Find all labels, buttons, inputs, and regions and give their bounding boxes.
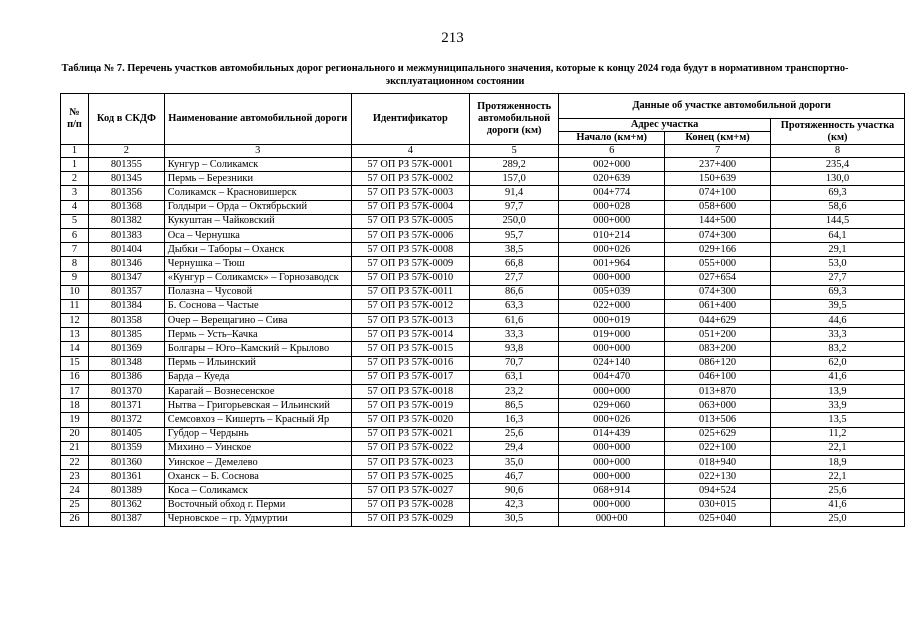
section-end: 061+400 — [665, 299, 771, 313]
road-length: 157,0 — [470, 172, 559, 186]
road-identifier: 57 ОП РЗ 57К-0027 — [351, 484, 469, 498]
road-identifier: 57 ОП РЗ 57К-0028 — [351, 498, 469, 512]
section-start: 000+000 — [559, 385, 665, 399]
road-name: Восточный обход г. Перми — [164, 498, 351, 512]
section-length: 130,0 — [771, 172, 905, 186]
road-name: Пермь – Березники — [164, 172, 351, 186]
road-length: 93,8 — [470, 342, 559, 356]
section-end: 025+040 — [665, 512, 771, 526]
section-end: 086+120 — [665, 356, 771, 370]
road-length: 95,7 — [470, 228, 559, 242]
section-end: 237+400 — [665, 158, 771, 172]
road-name: Губдор – Чердынь — [164, 427, 351, 441]
road-name: Пермь – Усть–Качка — [164, 328, 351, 342]
column-number: 1 — [61, 145, 89, 158]
section-length: 144,5 — [771, 214, 905, 228]
skdf-code: 801385 — [89, 328, 165, 342]
section-start: 014+439 — [559, 427, 665, 441]
skdf-code: 801356 — [89, 186, 165, 200]
table-row — [61, 214, 905, 228]
table-row — [61, 441, 905, 455]
section-length: 27,7 — [771, 271, 905, 285]
skdf-code: 801355 — [89, 158, 165, 172]
section-length: 83,2 — [771, 342, 905, 356]
section-length: 235,4 — [771, 158, 905, 172]
row-number: 20 — [61, 427, 89, 441]
row-number: 24 — [61, 484, 89, 498]
road-identifier: 57 ОП РЗ 57К-0029 — [351, 512, 469, 526]
section-length: 33,9 — [771, 399, 905, 413]
header-code: Код в СКДФ — [89, 94, 165, 145]
road-length: 29,4 — [470, 441, 559, 455]
road-length: 86,6 — [470, 285, 559, 299]
section-end: 025+629 — [665, 427, 771, 441]
road-identifier: 57 ОП РЗ 57К-0019 — [351, 399, 469, 413]
section-end: 018+940 — [665, 455, 771, 469]
table-row — [61, 470, 905, 484]
road-length: 70,7 — [470, 356, 559, 370]
row-number: 9 — [61, 271, 89, 285]
skdf-code: 801382 — [89, 214, 165, 228]
section-end: 150+639 — [665, 172, 771, 186]
section-start: 000+026 — [559, 413, 665, 427]
skdf-code: 801368 — [89, 200, 165, 214]
road-length: 250,0 — [470, 214, 559, 228]
section-start: 000+028 — [559, 200, 665, 214]
table-row — [61, 512, 905, 526]
row-number: 10 — [61, 285, 89, 299]
row-number: 1 — [61, 158, 89, 172]
skdf-code: 801405 — [89, 427, 165, 441]
road-identifier: 57 ОП РЗ 57К-0025 — [351, 470, 469, 484]
skdf-code: 801386 — [89, 370, 165, 384]
table-row — [61, 271, 905, 285]
row-number: 4 — [61, 200, 89, 214]
table-row — [61, 158, 905, 172]
section-start: 004+470 — [559, 370, 665, 384]
road-identifier: 57 ОП РЗ 57К-0008 — [351, 243, 469, 257]
table-row — [61, 314, 905, 328]
row-number: 12 — [61, 314, 89, 328]
section-end: 055+000 — [665, 257, 771, 271]
row-number: 15 — [61, 356, 89, 370]
road-length: 61,6 — [470, 314, 559, 328]
section-end: 063+000 — [665, 399, 771, 413]
section-start: 004+774 — [559, 186, 665, 200]
row-number: 23 — [61, 470, 89, 484]
row-number: 16 — [61, 370, 89, 384]
road-identifier: 57 ОП РЗ 57К-0022 — [351, 441, 469, 455]
row-number: 2 — [61, 172, 89, 186]
section-end: 022+130 — [665, 470, 771, 484]
table-row — [61, 484, 905, 498]
skdf-code: 801348 — [89, 356, 165, 370]
column-number: 4 — [351, 145, 469, 158]
road-name: Очер – Верещагино – Сива — [164, 314, 351, 328]
road-length: 23,2 — [470, 385, 559, 399]
road-length: 97,7 — [470, 200, 559, 214]
road-identifier: 57 ОП РЗ 57К-0018 — [351, 385, 469, 399]
section-length: 22,1 — [771, 441, 905, 455]
road-name: Кунгур – Соликамск — [164, 158, 351, 172]
section-length: 25,0 — [771, 512, 905, 526]
road-name: Пермь – Ильинский — [164, 356, 351, 370]
column-number-row — [61, 145, 905, 158]
page-number: 213 — [441, 30, 464, 46]
section-length: 62,0 — [771, 356, 905, 370]
section-length: 44,6 — [771, 314, 905, 328]
section-start: 020+639 — [559, 172, 665, 186]
road-identifier: 57 ОП РЗ 57К-0011 — [351, 285, 469, 299]
section-end: 013+506 — [665, 413, 771, 427]
road-name: Карагай – Вознесенское — [164, 385, 351, 399]
row-number: 21 — [61, 441, 89, 455]
roads-table — [60, 93, 905, 527]
section-start: 029+060 — [559, 399, 665, 413]
row-number: 22 — [61, 455, 89, 469]
section-end: 046+100 — [665, 370, 771, 384]
section-start: 002+000 — [559, 158, 665, 172]
section-start: 024+140 — [559, 356, 665, 370]
skdf-code: 801383 — [89, 228, 165, 242]
road-length: 30,5 — [470, 512, 559, 526]
section-start: 022+000 — [559, 299, 665, 313]
section-end: 074+100 — [665, 186, 771, 200]
section-start: 000+000 — [559, 342, 665, 356]
section-end: 030+015 — [665, 498, 771, 512]
table-row — [61, 356, 905, 370]
road-length: 38,5 — [470, 243, 559, 257]
road-identifier: 57 ОП РЗ 57К-0002 — [351, 172, 469, 186]
section-length: 41,6 — [771, 370, 905, 384]
road-name: Черновское – гр. Удмуртии — [164, 512, 351, 526]
row-number: 11 — [61, 299, 89, 313]
road-identifier: 57 ОП РЗ 57К-0012 — [351, 299, 469, 313]
header-length: Протяженность автомобильной дороги (км) — [470, 94, 559, 145]
table-row — [61, 257, 905, 271]
section-start: 001+964 — [559, 257, 665, 271]
road-length: 46,7 — [470, 470, 559, 484]
table-row — [61, 172, 905, 186]
section-start: 005+039 — [559, 285, 665, 299]
road-identifier: 57 ОП РЗ 57К-0023 — [351, 455, 469, 469]
skdf-code: 801372 — [89, 413, 165, 427]
road-length: 86,5 — [470, 399, 559, 413]
header-name: Наименование автомобильной дороги — [164, 94, 351, 145]
table-row — [61, 370, 905, 384]
road-name: «Кунгур – Соликамск» – Горнозаводск — [164, 271, 351, 285]
road-identifier: 57 ОП РЗ 57К-0003 — [351, 186, 469, 200]
row-number: 14 — [61, 342, 89, 356]
road-name: Оса – Чернушка — [164, 228, 351, 242]
header-section-length: Протяженность участка (км) — [771, 119, 905, 145]
road-identifier: 57 ОП РЗ 57К-0020 — [351, 413, 469, 427]
table-row — [61, 299, 905, 313]
road-length: 42,3 — [470, 498, 559, 512]
header-num: № п/п — [61, 94, 89, 145]
table-row — [61, 413, 905, 427]
header-identifier: Идентификатор — [351, 94, 469, 145]
column-number: 3 — [164, 145, 351, 158]
skdf-code: 801345 — [89, 172, 165, 186]
table-row — [61, 200, 905, 214]
road-name: Кукуштан – Чайковский — [164, 214, 351, 228]
section-start: 000+000 — [559, 470, 665, 484]
road-identifier: 57 ОП РЗ 57К-0006 — [351, 228, 469, 242]
skdf-code: 801362 — [89, 498, 165, 512]
column-number: 5 — [470, 145, 559, 158]
section-start: 019+000 — [559, 328, 665, 342]
column-number: 8 — [771, 145, 905, 158]
section-end: 029+166 — [665, 243, 771, 257]
table-row — [61, 186, 905, 200]
section-start: 010+214 — [559, 228, 665, 242]
road-name: Б. Соснова – Частые — [164, 299, 351, 313]
section-end: 022+100 — [665, 441, 771, 455]
header-start: Начало (км+м) — [559, 132, 665, 145]
skdf-code: 801384 — [89, 299, 165, 313]
table-row — [61, 455, 905, 469]
section-end: 144+500 — [665, 214, 771, 228]
road-length: 27,7 — [470, 271, 559, 285]
column-number: 7 — [665, 145, 771, 158]
section-length: 41,6 — [771, 498, 905, 512]
skdf-code: 801369 — [89, 342, 165, 356]
section-length: 53,0 — [771, 257, 905, 271]
road-identifier: 57 ОП РЗ 57К-0015 — [351, 342, 469, 356]
road-name: Коса – Соликамск — [164, 484, 351, 498]
road-name: Голдыри – Орда – Октябрьский — [164, 200, 351, 214]
row-number: 6 — [61, 228, 89, 242]
road-length: 63,1 — [470, 370, 559, 384]
skdf-code: 801361 — [89, 470, 165, 484]
skdf-code: 801359 — [89, 441, 165, 455]
skdf-code: 801404 — [89, 243, 165, 257]
road-length: 16,3 — [470, 413, 559, 427]
table-row — [61, 285, 905, 299]
road-name: Михино – Уинское — [164, 441, 351, 455]
section-length: 39,5 — [771, 299, 905, 313]
row-number: 3 — [61, 186, 89, 200]
skdf-code: 801357 — [89, 285, 165, 299]
row-number: 13 — [61, 328, 89, 342]
table-row — [61, 498, 905, 512]
section-start: 000+019 — [559, 314, 665, 328]
skdf-code: 801346 — [89, 257, 165, 271]
section-end: 044+629 — [665, 314, 771, 328]
table-caption: Таблица № 7. Перечень участков автомобильных дорог регионального и межмуниципального значения, которые к концу 2024 года будут в нормативном транспортно-эксплуатационном состоянии — [61, 63, 849, 87]
section-end: 058+600 — [665, 200, 771, 214]
section-length: 64,1 — [771, 228, 905, 242]
road-length: 63,3 — [470, 299, 559, 313]
road-identifier: 57 ОП РЗ 57К-0017 — [351, 370, 469, 384]
road-name: Нытва – Григорьевская – Ильинский — [164, 399, 351, 413]
section-end: 083+200 — [665, 342, 771, 356]
skdf-code: 801371 — [89, 399, 165, 413]
table-row — [61, 243, 905, 257]
road-identifier: 57 ОП РЗ 57К-0021 — [351, 427, 469, 441]
table-row — [61, 342, 905, 356]
section-start: 000+00 — [559, 512, 665, 526]
road-identifier: 57 ОП РЗ 57К-0013 — [351, 314, 469, 328]
table-row — [61, 385, 905, 399]
section-start: 000+000 — [559, 214, 665, 228]
road-length: 90,6 — [470, 484, 559, 498]
road-identifier: 57 ОП РЗ 57К-0001 — [351, 158, 469, 172]
skdf-code: 801370 — [89, 385, 165, 399]
table-row — [61, 328, 905, 342]
road-identifier: 57 ОП РЗ 57К-0016 — [351, 356, 469, 370]
table-row — [61, 427, 905, 441]
header-data-group: Данные об участке автомобильной дороги — [559, 94, 905, 119]
row-number: 18 — [61, 399, 89, 413]
header-address-group: Адрес участка — [559, 119, 771, 132]
skdf-code: 801389 — [89, 484, 165, 498]
header-end: Конец (км+м) — [665, 132, 771, 145]
road-identifier: 57 ОП РЗ 57К-0010 — [351, 271, 469, 285]
skdf-code: 801347 — [89, 271, 165, 285]
road-name: Полазна – Чусовой — [164, 285, 351, 299]
road-name: Оханск – Б. Соснова — [164, 470, 351, 484]
row-number: 26 — [61, 512, 89, 526]
skdf-code: 801358 — [89, 314, 165, 328]
section-end: 074+300 — [665, 285, 771, 299]
road-name: Барда – Куеда — [164, 370, 351, 384]
section-length: 29,1 — [771, 243, 905, 257]
section-end: 094+524 — [665, 484, 771, 498]
column-number: 6 — [559, 145, 665, 158]
road-name: Семсовхоз – Кишерть – Красный Яр — [164, 413, 351, 427]
section-start: 000+026 — [559, 243, 665, 257]
section-start: 000+000 — [559, 271, 665, 285]
section-length: 13,5 — [771, 413, 905, 427]
road-name: Соликамск – Красновишерск — [164, 186, 351, 200]
section-length: 69,3 — [771, 186, 905, 200]
row-number: 7 — [61, 243, 89, 257]
skdf-code: 801387 — [89, 512, 165, 526]
skdf-code: 801360 — [89, 455, 165, 469]
section-start: 068+914 — [559, 484, 665, 498]
section-length: 33,3 — [771, 328, 905, 342]
road-name: Болгары – Юго–Камский – Крылово — [164, 342, 351, 356]
road-name: Чернушка – Тюш — [164, 257, 351, 271]
road-length: 289,2 — [470, 158, 559, 172]
row-number: 5 — [61, 214, 89, 228]
section-length: 11,2 — [771, 427, 905, 441]
road-identifier: 57 ОП РЗ 57К-0004 — [351, 200, 469, 214]
section-length: 25,6 — [771, 484, 905, 498]
section-end: 074+300 — [665, 228, 771, 242]
table-row — [61, 228, 905, 242]
road-identifier: 57 ОП РЗ 57К-0014 — [351, 328, 469, 342]
section-length: 22,1 — [771, 470, 905, 484]
section-length: 69,3 — [771, 285, 905, 299]
road-length: 66,8 — [470, 257, 559, 271]
section-end: 027+654 — [665, 271, 771, 285]
table-row — [61, 399, 905, 413]
section-start: 000+000 — [559, 498, 665, 512]
section-length: 13,9 — [771, 385, 905, 399]
road-length: 25,6 — [470, 427, 559, 441]
row-number: 25 — [61, 498, 89, 512]
section-start: 000+000 — [559, 455, 665, 469]
section-length: 58,6 — [771, 200, 905, 214]
section-start: 000+000 — [559, 441, 665, 455]
row-number: 8 — [61, 257, 89, 271]
road-identifier: 57 ОП РЗ 57К-0005 — [351, 214, 469, 228]
road-name: Уинское – Демелево — [164, 455, 351, 469]
column-number: 2 — [89, 145, 165, 158]
road-name: Дыбки – Таборы – Оханск — [164, 243, 351, 257]
row-number: 19 — [61, 413, 89, 427]
section-end: 013+870 — [665, 385, 771, 399]
road-length: 35,0 — [470, 455, 559, 469]
road-length: 91,4 — [470, 186, 559, 200]
row-number: 17 — [61, 385, 89, 399]
section-end: 051+200 — [665, 328, 771, 342]
section-length: 18,9 — [771, 455, 905, 469]
road-identifier: 57 ОП РЗ 57К-0009 — [351, 257, 469, 271]
road-length: 33,3 — [470, 328, 559, 342]
